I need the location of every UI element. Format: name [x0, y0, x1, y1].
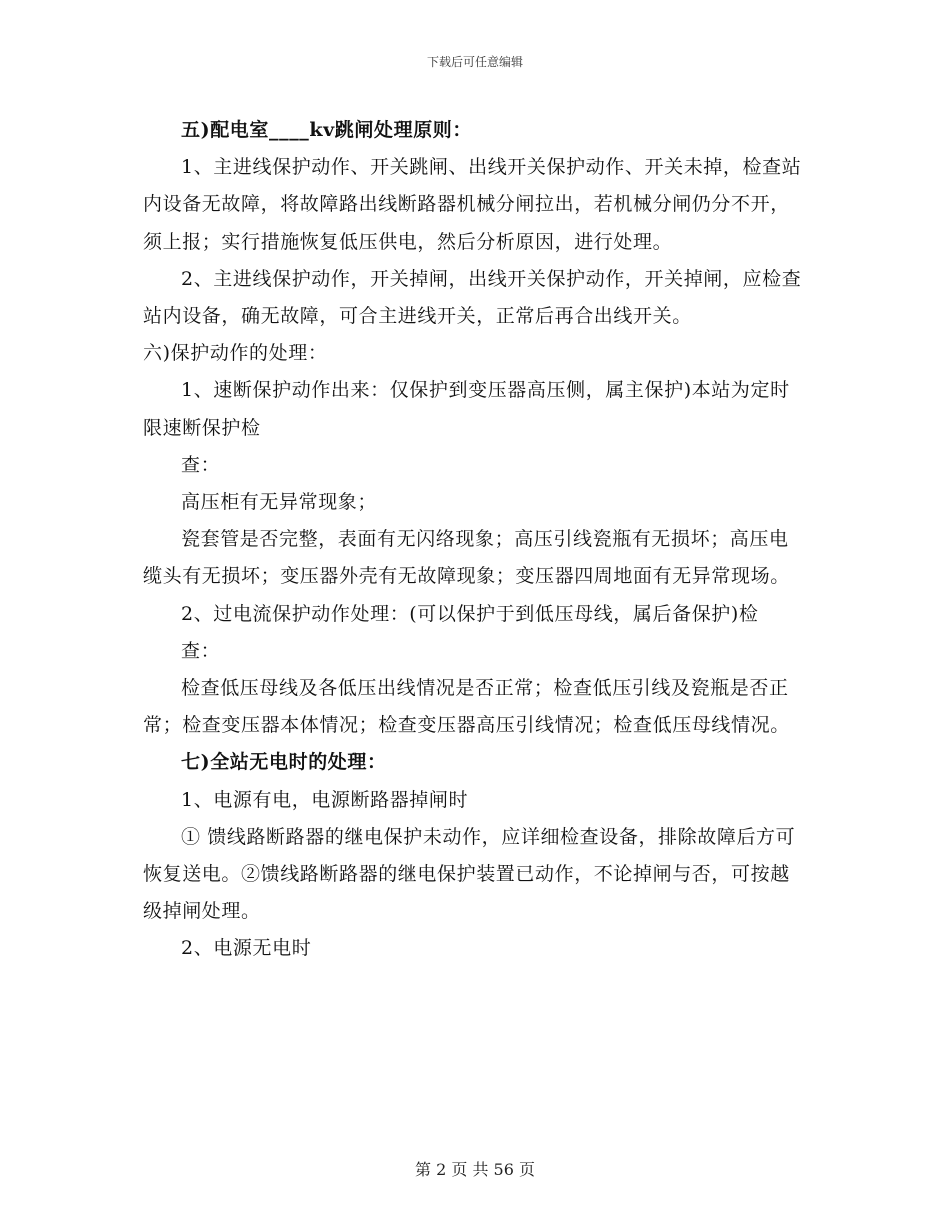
paragraph: 1、速断保护动作出来：仅保护到变压器高压侧，属主保护)本站为定时限速断保护检 — [143, 379, 790, 439]
section-heading-7: 七)全站无电时的处理： — [181, 751, 387, 774]
page-header: 下载后可任意编辑 — [426, 55, 523, 69]
paragraph: 2、电源无电时 — [181, 937, 312, 960]
document-body — [143, 112, 808, 968]
paragraph: 查： — [181, 453, 221, 476]
paragraph: 瓷套管是否完整，表面有无闪络现象；高压引线瓷瓶有无损坏；高压电缆头有无损坏；变压器外壳有无故障现象；变压器四周地面有无异常现场。 — [143, 528, 790, 588]
paragraph: 1、主进线保护动作、开关跳闸、出线开关保护动作、开关未掉，检查站内设备无故障，将故障路出线断路器机械分闸拉出，若机械分闸仍分不开，须上报；实行措施恢复低压供电，然后分析原因，进行处理。 — [143, 156, 802, 253]
page-number: 第 2 页 共 56 页 — [415, 1160, 535, 1179]
paragraph: 检查低压母线及各低压出线情况是否正常；检查低压引线及瓷瓶是否正常；检查变压器本体情况；检查变压器高压引线情况；检查低压母线情况。 — [143, 677, 790, 737]
paragraph: ① 馈线路断路器的继电保护未动作，应详细检查设备，排除故障后方可恢复送电。②馈线路断路器的继电保护装置已动作，不论掉闸与否，可按越级掉闸处理。 — [143, 825, 796, 923]
paragraph: 1、电源有电，电源断路器掉闸时 — [181, 788, 469, 811]
paragraph: 查： — [181, 639, 221, 662]
section-heading-6: 六)保护动作的处理： — [143, 342, 328, 365]
paragraph: 2、主进线保护动作，开关掉闸，出线开关保护动作，开关掉闸，应检查站内设备，确无故障，可合主进线开关，正常后再合出线开关。 — [143, 267, 802, 328]
section-heading-5: 五)配电室____kv跳闸处理原则： — [181, 119, 472, 141]
paragraph: 2、过电流保护动作处理：(可以保护于到低压母线，属后备保护)检 — [181, 602, 759, 625]
paragraph: 高压柜有无异常现象； — [181, 491, 378, 514]
